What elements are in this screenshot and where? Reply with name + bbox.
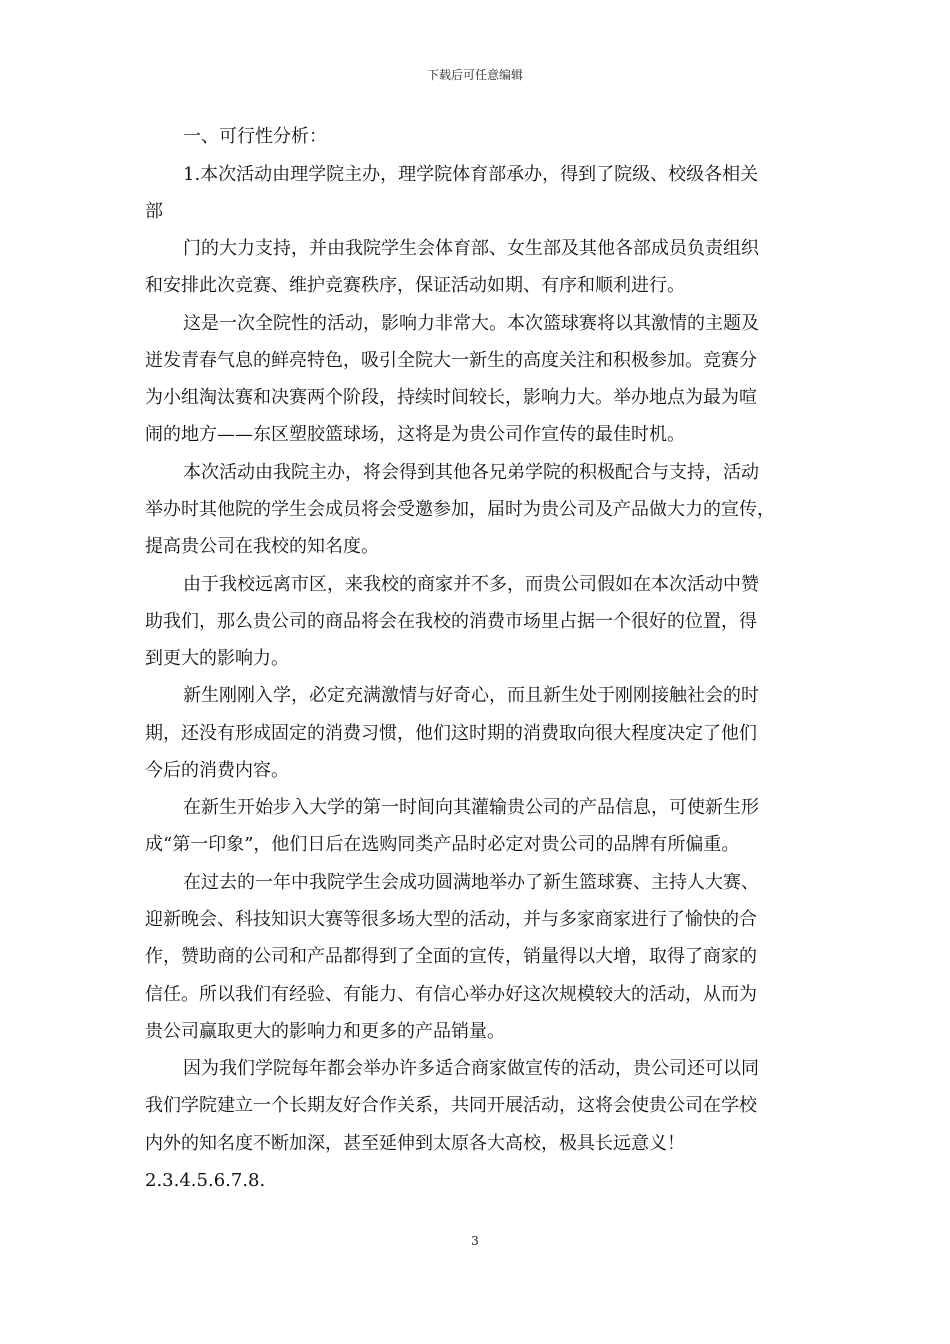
body-line: 门的大力支持，并由我院学生会体育部、女生部及其他各部成员负责组织 bbox=[183, 238, 759, 259]
body-line: 2.3.4.5.6.7.8. bbox=[145, 1170, 266, 1191]
body-line: 在新生开始步入大学的第一时间向其灌输贵公司的产品信息，可使新生形 bbox=[183, 797, 759, 818]
body-line: 提高贵公司在我校的知名度。 bbox=[145, 536, 379, 557]
body-line: 这是一次全院性的活动，影响力非常大。本次篮球赛将以其激情的主题及 bbox=[183, 313, 759, 334]
body-line: 作，赞助商的公司和产品都得到了全面的宣传，销量得以大增，取得了商家的 bbox=[145, 946, 757, 967]
body-line: 新生刚刚入学，必定充满激情与好奇心，而且新生处于刚刚接触社会的时 bbox=[183, 685, 759, 706]
section-heading: 一、可行性分析： bbox=[183, 126, 327, 147]
body-line: 闹的地方——东区塑胶篮球场，这将是为贵公司作宣传的最佳时机。 bbox=[145, 424, 685, 445]
body-line: 因为我们学院每年都会举办许多适合商家做宣传的活动，贵公司还可以同 bbox=[183, 1058, 759, 1079]
body-line: 举办时其他院的学生会成员将会受邀参加，届时为贵公司及产品做大力的宣传， bbox=[145, 499, 775, 520]
body-line: 为小组淘汰赛和决赛两个阶段，持续时间较长，影响力大。举办地点为最为喧 bbox=[145, 387, 757, 408]
body-line: 我们学院建立一个长期友好合作关系，共同开展活动，这将会使贵公司在学校 bbox=[145, 1095, 757, 1116]
body-line: 本次活动由我院主办，将会得到其他各兄弟学院的积极配合与支持，活动 bbox=[183, 462, 759, 483]
body-line: 信任。所以我们有经验、有能力、有信心举办好这次规模较大的活动，从而为 bbox=[145, 984, 757, 1005]
body-line: 1.本次活动由理学院主办，理学院体育部承办，得到了院级、校级各相关 bbox=[183, 164, 759, 185]
body-line: 助我们，那么贵公司的商品将会在我校的消费市场里占据一个很好的位置，得 bbox=[145, 611, 757, 632]
body-line: 部 bbox=[145, 201, 163, 222]
body-line: 成“第一印象”，他们日后在选购同类产品时必定对贵公司的品牌有所偏重。 bbox=[145, 834, 740, 855]
page-header: 下载后可任意编辑 bbox=[426, 68, 523, 82]
body-line: 今后的消费内容。 bbox=[145, 760, 289, 781]
body-line: 由于我校远离市区，来我校的商家并不多，而贵公司假如在本次活动中赞 bbox=[183, 574, 759, 595]
body-line: 迎新晚会、科技知识大赛等很多场大型的活动，并与多家商家进行了愉快的合 bbox=[145, 909, 757, 930]
body-line: 贵公司赢取更大的影响力和更多的产品销量。 bbox=[145, 1021, 505, 1042]
body-line: 到更大的影响力。 bbox=[145, 648, 289, 669]
body-line: 和安排此次竞赛、维护竞赛秩序，保证活动如期、有序和顺利进行。 bbox=[145, 275, 685, 296]
page-number: 3 bbox=[471, 1234, 479, 1248]
body-line: 内外的知名度不断加深，甚至延伸到太原各大高校，极具长远意义！ bbox=[145, 1133, 685, 1154]
body-line: 迸发青春气息的鲜亮特色，吸引全院大一新生的高度关注和积极参加。竞赛分 bbox=[145, 350, 757, 371]
body-line: 期，还没有形成固定的消费习惯，他们这时期的消费取向很大程度决定了他们 bbox=[145, 723, 757, 744]
body-line: 在过去的一年中我院学生会成功圆满地举办了新生篮球赛、主持人大赛、 bbox=[183, 872, 759, 893]
